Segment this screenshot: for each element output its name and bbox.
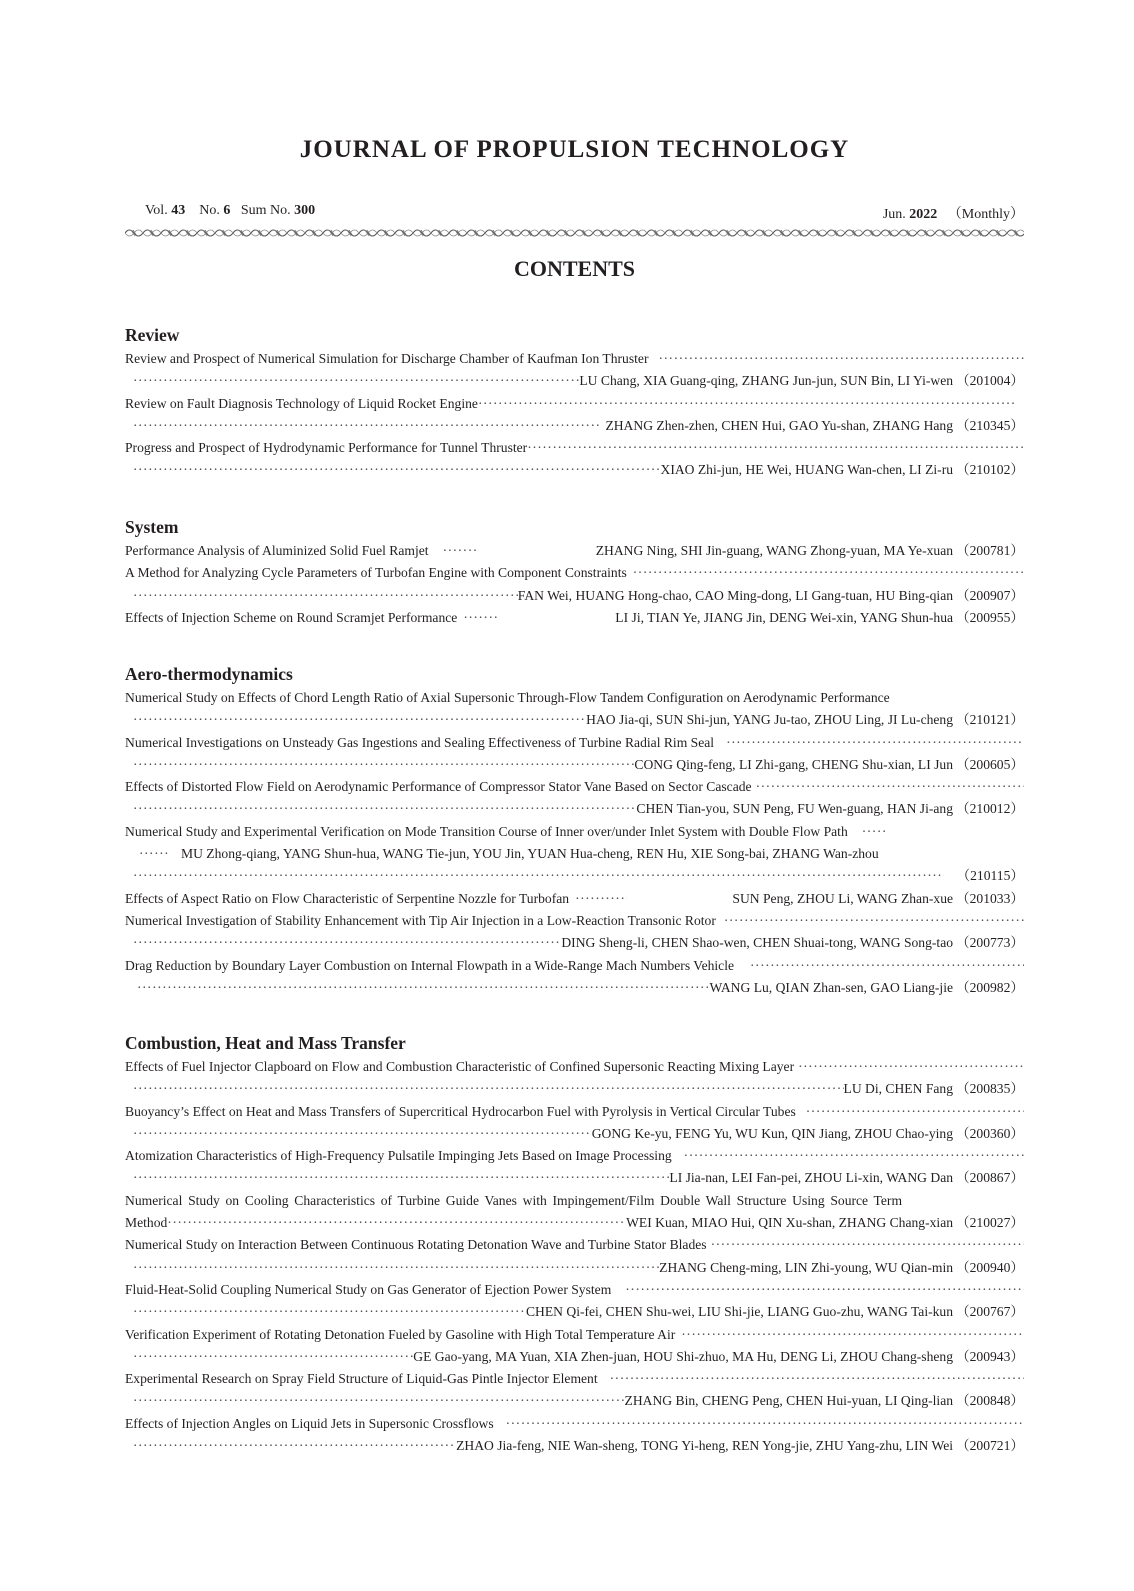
article-author-line[interactable]: ····· ZHAO Jia-feng, NIE Wan-sheng, TONG Yi-heng, REN Yong-jie, ZHU Yang-zhu, LIN Wei （200721） (125, 1435, 1024, 1457)
leader-dots (796, 1101, 1024, 1123)
section-title: Combustion, Heat and Mass Transfer (125, 1033, 406, 1053)
leader-dots (714, 732, 1024, 754)
leader-dots (139, 843, 169, 865)
article-title-line[interactable]: Atomization Characteristics of High-Frequency Pulsatile Impinging Jets Based on Image Processing ····· (125, 1145, 1024, 1167)
article-author-line[interactable]: ····· ZHANG Zhen-zhen, CHEN Hui, GAO Yu-shan, ZHANG Hang （210345） (125, 415, 1024, 437)
leader-dots (716, 910, 1024, 932)
article-title-line[interactable]: Fluid-Heat-Solid Coupling Numerical Study on Gas Generator of Ejection Power System ····· (125, 1279, 1024, 1301)
article-title-line[interactable]: Progress and Prospect of Hydrodynamic Performance for Tunnel Thruster ····· (125, 437, 1024, 459)
article-title-line[interactable]: Review and Prospect of Numerical Simulation for Discharge Chamber of Kaufman Ion Thruster ····· (125, 348, 1024, 370)
article-title-line[interactable]: Effects of Distorted Flow Field on Aerodynamic Performance of Compressor Stator Vane Based on Sector Cascade ····· (125, 776, 1024, 798)
article-author-line[interactable]: ····· HAO Jia-qi, SUN Shi-jun, YANG Ju-tao, ZHOU Ling, JI Lu-cheng （210121） (125, 709, 1024, 731)
article-author-line[interactable]: ····· MU Zhong-qiang, YANG Shun-hua, WANG Tie-jun, YOU Jin, YUAN Hua-cheng, REN Hu, XIE Song-bai, ZHANG Wan-zhou (125, 843, 1024, 865)
leader-dots (133, 1167, 669, 1189)
article-title-line[interactable]: Drag Reduction by Boundary Layer Combustion on Internal Flowpath in a Wide-Range Mach Numbers Vehicle ····· (125, 955, 1024, 977)
article-title-line[interactable]: Review on Fault Diagnosis Technology of Liquid Rocket Engine ····· (125, 393, 1024, 415)
leader-dots (527, 437, 1024, 459)
issue-info-row (145, 203, 1024, 223)
article-title-line[interactable]: Numerical Study on Effects of Chord Length Ratio of Axial Supersonic Through-Flow Tandem Configuration on Aerodynamic Performance (125, 690, 890, 705)
leader-dots (133, 709, 586, 731)
article-title-line[interactable]: Experimental Research on Spray Field Structure of Liquid-Gas Pintle Injector Element ····· (125, 1368, 1024, 1390)
article-title-line[interactable]: Verification Experiment of Rotating Detonation Fueled by Gasoline with High Total Temperature Air ····· (125, 1324, 1024, 1346)
article-author-line[interactable]: ····· DING Sheng-li, CHEN Shao-wen, CHEN Shuai-tong, WANG Song-tao （200773） (125, 932, 1024, 954)
article-title-line[interactable]: Numerical Study on Cooling Characteristics of Turbine Guide Vanes with Impingement/Film Double Wall Structure Using Source Term (125, 1192, 903, 1208)
leader-dots (675, 1324, 1024, 1346)
contents-heading: CONTENTS (513, 256, 636, 281)
leader-dots (133, 1390, 625, 1412)
leader-dots (575, 888, 627, 910)
article-line[interactable]: Performance Analysis of Aluminized Solid Fuel Ramjet ····· ZHANG Ning, SHI Jin-guang, WANG Zhong-yuan, MA Ye-xuan （200781） (125, 540, 1024, 562)
leader-dots (133, 1435, 456, 1457)
article-author-line[interactable]: ····· WANG Lu, QIAN Zhan-sen, GAO Liang-jie （200982） (125, 977, 1024, 999)
issue-date: Jun. 2022 （Monthly） (882, 207, 1024, 222)
article-author-line[interactable]: ····· XIAO Zhi-jun, HE Wei, HUANG Wan-chen, LI Zi-ru （210102） (125, 459, 1024, 481)
leader-dots (133, 585, 518, 607)
leader-dots (133, 1123, 592, 1145)
article-author-line[interactable]: ····· CHEN Qi-fei, CHEN Shu-wei, LIU Shi-jie, LIANG Guo-zhu, WANG Tai-kun （200767） (125, 1301, 1024, 1323)
volume-info: Vol. 43 No. 6 Sum No. 300 (145, 203, 316, 218)
article-author-line[interactable]: ····· （210115） (125, 865, 1024, 887)
leader-dots (707, 1234, 1024, 1256)
article-title-line[interactable]: Effects of Injection Angles on Liquid Jets in Supersonic Crossflows ····· (125, 1413, 1024, 1435)
leader-dots (627, 562, 1024, 584)
leader-dots (443, 540, 479, 562)
article-title-line[interactable]: Numerical Study and Experimental Verification on Mode Transition Course of Inner over/under Inlet System with Double Flow Path ····· (125, 821, 1024, 843)
article-author-line[interactable]: Method ····· WEI Kuan, MIAO Hui, QIN Xu-shan, ZHANG Chang-xian （210027） (125, 1212, 1024, 1234)
leader-dots (133, 1078, 844, 1100)
leader-dots (611, 1279, 1024, 1301)
leader-dots (648, 348, 1024, 370)
article-title-line[interactable]: Numerical Investigations on Unsteady Gas Ingestions and Sealing Effectiveness of Turbine Radial Rim Seal ····· (125, 732, 1024, 754)
article-title-line[interactable]: Numerical Study on Interaction Between Continuous Rotating Detonation Wave and Turbine Stator Blades ····· (125, 1234, 1024, 1256)
article-author-line[interactable]: ····· FAN Wei, HUANG Hong-chao, CAO Ming-dong, LI Gang-tuan, HU Bing-qian （200907） (125, 585, 1024, 607)
leader-dots (463, 607, 499, 629)
section-title: Review (125, 325, 180, 345)
leader-dots (752, 776, 1024, 798)
article-author-line[interactable]: ····· CONG Qing-feng, LI Zhi-gang, CHENG Shu-xian, LI Jun （200605） (125, 754, 1024, 776)
leader-dots (133, 932, 561, 954)
leader-dots (734, 955, 1024, 977)
article-title-line[interactable]: Effects of Fuel Injector Clapboard on Flow and Combustion Characteristic of Confined Supersonic Reacting Mixing Layer ····· (125, 1056, 1024, 1078)
article-author-line[interactable]: ····· GE Gao-yang, MA Yuan, XIA Zhen-juan, HOU Shi-zhuo, MA Hu, DENG Li, ZHOU Chang-sheng （200943） (125, 1346, 1024, 1368)
leader-dots (137, 977, 710, 999)
article-title-line[interactable]: Buoyancy’s Effect on Heat and Mass Transfers of Supercritical Hydrocarbon Fuel with Pyrolysis in Vertical Circular Tubes ····· (125, 1101, 1024, 1123)
section-aero-thermodynamics (125, 661, 1024, 999)
article-author-line[interactable]: ····· GONG Ke-yu, FENG Yu, WU Kun, QIN Jiang, ZHOU Chao-ying （200360） (125, 1123, 1024, 1145)
article-author-line[interactable]: ····· LI Jia-nan, LEI Fan-pei, ZHOU Li-xin, WANG Dan （200867） (125, 1167, 1024, 1189)
decorative-rule (125, 227, 1024, 239)
article-author-line[interactable]: ····· CHEN Tian-you, SUN Peng, FU Wen-guang, HAN Ji-ang （210012） (125, 798, 1024, 820)
article-title-line[interactable]: Numerical Investigation of Stability Enhancement with Tip Air Injection in a Low-Reaction Transonic Rotor ····· (125, 910, 1024, 932)
article-line[interactable]: Effects of Aspect Ratio on Flow Characteristic of Serpentine Nozzle for Turbofan ····· SUN Peng, ZHOU Li, WANG Zhan-xue （201033） (125, 888, 1024, 910)
article-author-line[interactable]: ····· ZHANG Bin, CHENG Peng, CHEN Hui-yuan, LI Qing-lian （200848） (125, 1390, 1024, 1412)
leader-dots (794, 1056, 1024, 1078)
leader-dots (133, 370, 579, 392)
article-author-line[interactable]: ····· LU Di, CHEN Fang （200835） (125, 1078, 1024, 1100)
leader-dots (494, 1413, 1024, 1435)
leader-dots (167, 1212, 626, 1234)
leader-dots (133, 1257, 659, 1279)
leader-dots (478, 393, 1016, 415)
leader-dots (133, 415, 599, 437)
section-combustion-heat-mass-transfer (125, 1030, 1024, 1457)
leader-dots (133, 754, 634, 776)
leader-dots (672, 1145, 1024, 1167)
leader-dots (598, 1368, 1024, 1390)
section-review (125, 322, 1024, 482)
article-author-line[interactable]: ····· LU Chang, XIA Guang-qing, ZHANG Jun-jun, SUN Bin, LI Yi-wen （201004） (125, 370, 1024, 392)
journal-title: JOURNAL OF PROPULSION TECHNOLOGY (299, 136, 850, 163)
article-title-line[interactable]: A Method for Analyzing Cycle Parameters of Turbofan Engine with Component Constraints ····· (125, 562, 1024, 584)
section-title: Aero-thermodynamics (125, 664, 293, 684)
section-title: System (125, 517, 179, 537)
section-system (125, 514, 1024, 629)
leader-dots (133, 798, 636, 820)
article-author-line[interactable]: ····· ZHANG Cheng-ming, LIN Zhi-young, WU Qian-min （200940） (125, 1257, 1024, 1279)
leader-dots (133, 459, 661, 481)
leader-dots (133, 865, 944, 887)
article-line[interactable]: Effects of Injection Scheme on Round Scramjet Performance ····· LI Ji, TIAN Ye, JIANG Jin, DENG Wei-xin, YANG Shun-hua （200955） (125, 607, 1024, 629)
leader-dots (862, 821, 888, 843)
leader-dots (133, 1346, 413, 1368)
leader-dots (133, 1301, 526, 1323)
